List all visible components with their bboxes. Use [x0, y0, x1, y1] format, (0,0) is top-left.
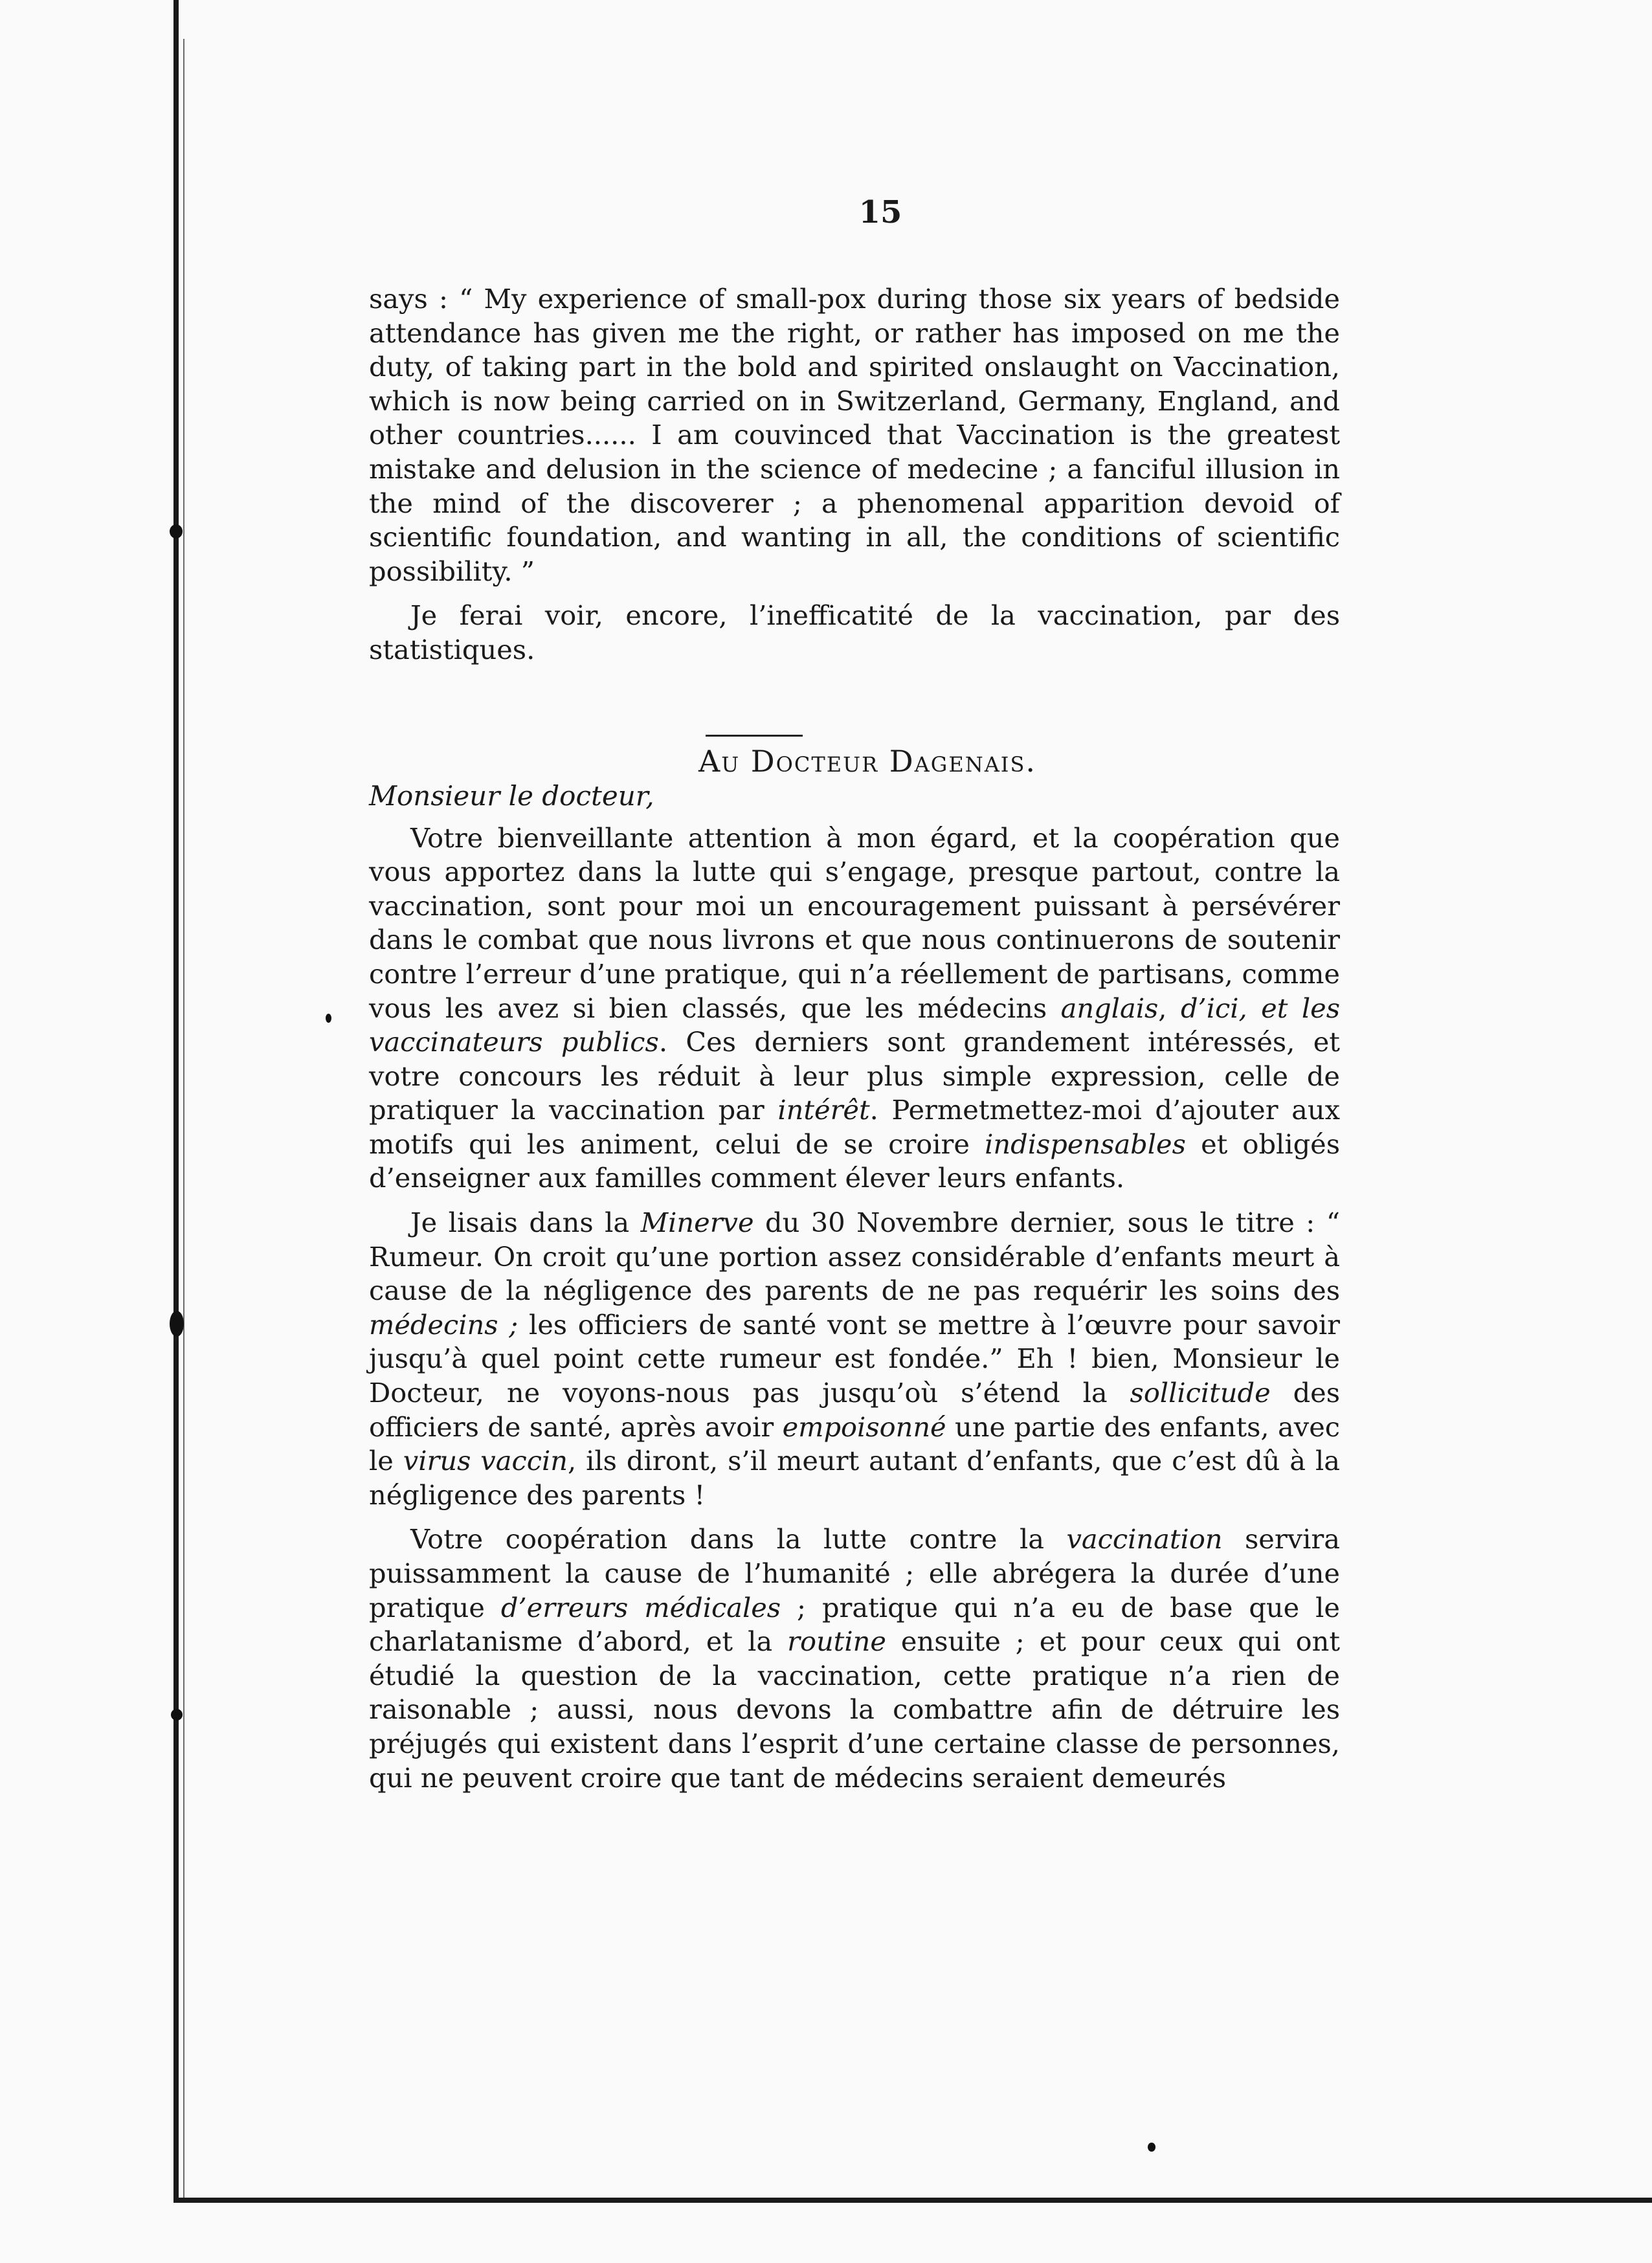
binding-mark — [170, 524, 183, 539]
text-run: les officiers de santé vont se mettre à l’œuvre pour savoir jusqu’à quel point cette rumeur est fondée.” Eh ! bien, Monsieur le Docteur, ne voyons-nous pas jusqu’où s’étend la — [369, 1308, 1340, 1409]
italic-run: médecins ; — [369, 1308, 519, 1341]
text-run: , ils diront, s’il meurt autant d’enfants, que c’est dû à la négligence des parents ! — [369, 1445, 1341, 1511]
binding-mark — [171, 1709, 183, 1721]
page-bottom-edge — [173, 2198, 1652, 2203]
text-run: du 30 Novembre dernier, sous le titre : “ Rumeur. On croit qu’une portion assez considérable d’enfants meurt à cause de la négligence des parents de ne pas requérir les soins des — [369, 1207, 1340, 1307]
heading-rule — [706, 735, 803, 737]
text-run: une partie des enfants, avec le — [369, 1410, 1341, 1477]
text-run: servira puissamment la cause de l’humanité ; elle abrégera la durée d’une pratique — [369, 1523, 1341, 1623]
italic-run: vaccination — [1066, 1523, 1223, 1555]
italic-run: d’erreurs médicales — [500, 1591, 781, 1623]
text-run: ; pratique qui n’a eu de base que le charlatanisme d’abord, et la — [369, 1591, 1340, 1658]
italic-run: sollicitude — [1130, 1377, 1271, 1409]
text-run: Votre coopération dans la lutte contre la — [410, 1523, 1067, 1555]
letter-paragraph-3 — [369, 1522, 1340, 1795]
binding-mark — [170, 1311, 184, 1337]
text-run: des officiers de santé, après avoir — [369, 1377, 1341, 1443]
ink-speck — [1148, 2143, 1155, 2152]
text-run: Votre bienveillante attention à mon égard, et la coopération que vous apportez dans la lutte qui s’engage, presque partout, contre la vaccination, sont pour moi un encouragement puissant à persévérer dans le combat que nous livrons et que nous continuerons de soutenir contre l’erreur d’une pratique, qui n’a réellement de partisans, comme vous les avez si bien classés, que les médecins — [369, 821, 1340, 1024]
italic-run: indispensables — [985, 1128, 1186, 1160]
italic-run: empoisonné — [782, 1410, 946, 1443]
letter-paragraph-1 — [369, 821, 1340, 1196]
text-run: et obligés d’enseigner aux familles comment élever leurs enfants. — [369, 1128, 1341, 1194]
binding-shadow-line — [183, 39, 184, 2201]
italic-run: d’ici, et les vaccinateurs publics — [369, 992, 1340, 1058]
italic-run: virus vaccin — [403, 1445, 568, 1477]
italic-run: routine — [787, 1625, 886, 1658]
italic-run: Minerve — [640, 1207, 754, 1239]
italic-run: intérêt — [777, 1094, 870, 1126]
page-number: 15 — [858, 194, 902, 230]
text-run: ensuite ; et pour ceux qui ont étudié la question de la vaccination, cette pratique n’a rien de raisonable ; aussi, nous devons la combattre afin de détruire les préjugés qui existent dans l’esprit d’une certaine classe de personnes, qui ne peuvent croire que tant de médecins seraient demeurés — [369, 1625, 1341, 1794]
text-run: Je lisais dans la — [410, 1207, 641, 1239]
letter-paragraph-2 — [369, 1206, 1340, 1512]
quote-paragraph: says : “ My experience of small-pox during those six years of bedside attendance has given me the right, or rather has imposed on me the duty, of taking part in the bold and spirited onslaught on Vaccination, which is now being carried on in Switzerland, Germany, England, and other countries...... I am couvinced that Vaccination is the greatest mistake and delusion in the science of medecine ; a fanciful illusion in the mind of the discoverer ; a phenomenal apparition devoid of scientific foundation, and wanting in all, the conditions of scientific possibility. ” — [369, 283, 1340, 587]
document-page — [369, 194, 1340, 1795]
text-run: . Ces derniers sont grandement intéressés, et votre concours les réduit à leur plus simple expression, celle de pratiquer la vaccination par — [369, 1026, 1340, 1126]
ink-speck — [326, 1014, 331, 1023]
italic-run: anglais — [1060, 992, 1159, 1024]
text-run: , — [1158, 992, 1181, 1024]
text-run: . Permetmettez-moi d’ajouter aux motifs qui les animent, celui de se croire — [369, 1094, 1340, 1160]
letter-salutation: Monsieur le docteur, — [369, 779, 654, 812]
binding-edge-line — [173, 0, 179, 2201]
closing-paragraph: Je ferai voir, encore, l’inefficatité de la vaccination, par des statistiques. — [369, 599, 1340, 665]
letter-heading: Au Docteur Dagenais. — [698, 743, 1036, 779]
